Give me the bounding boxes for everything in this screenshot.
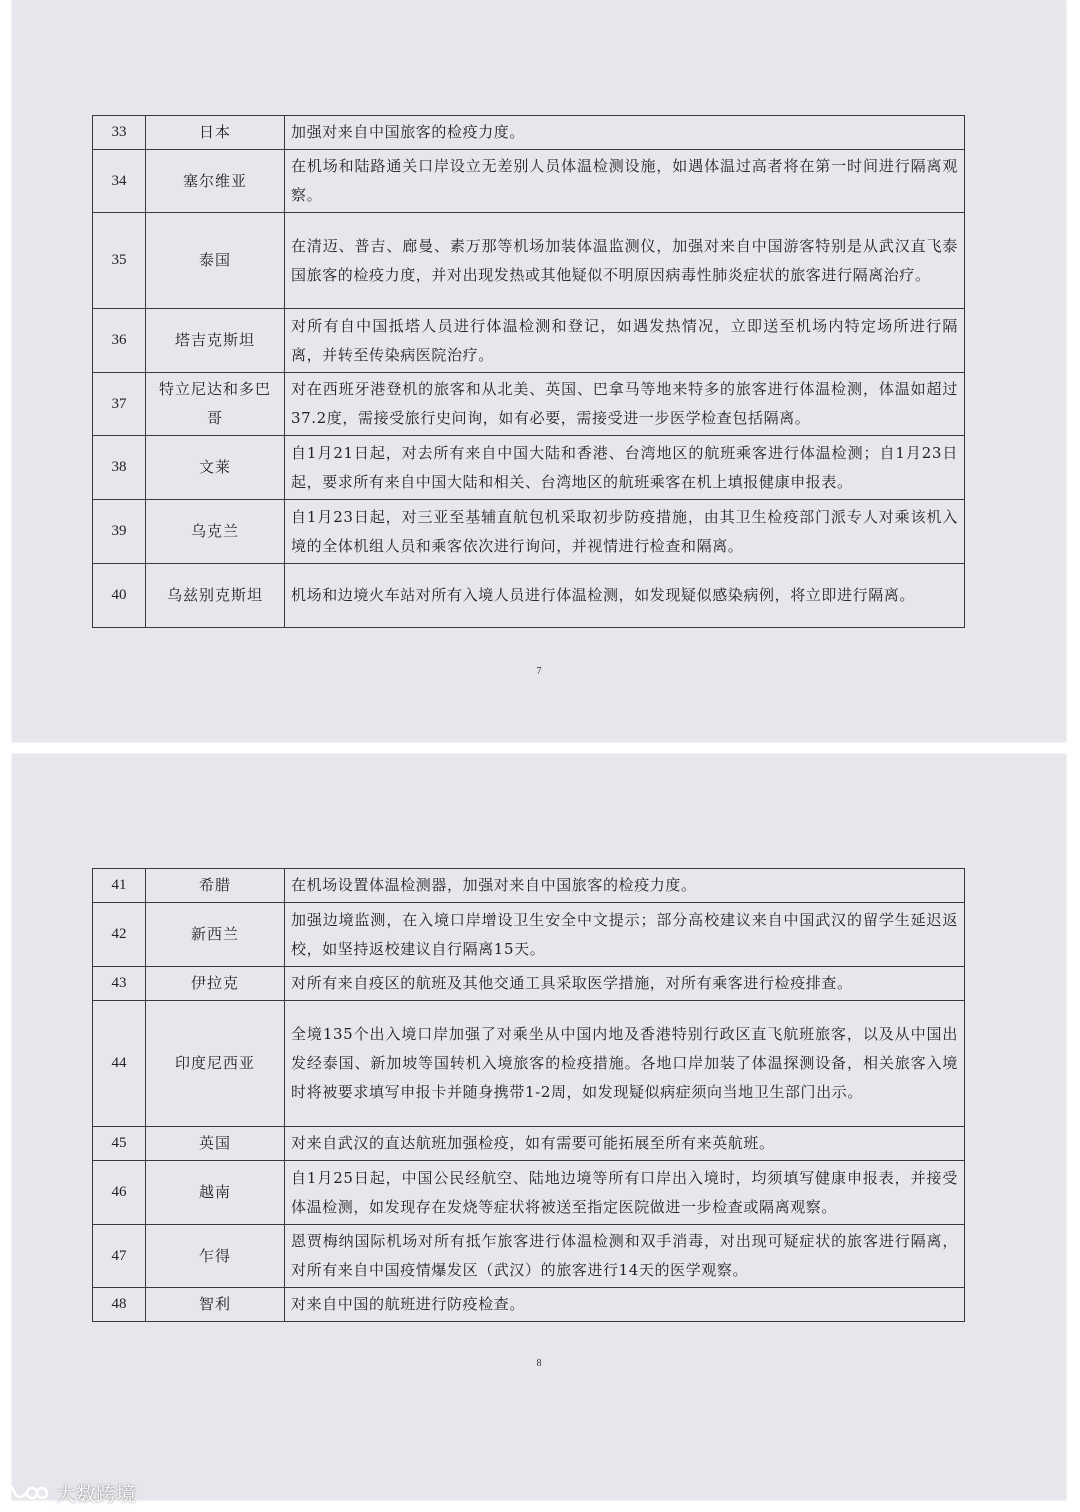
country-name: 智利 bbox=[146, 1288, 285, 1322]
page-number: 8 bbox=[536, 1358, 542, 1369]
country-name: 日本 bbox=[146, 116, 285, 150]
table-row bbox=[93, 1225, 965, 1288]
table-row bbox=[93, 903, 965, 967]
country-name: 伊拉克 bbox=[146, 967, 285, 1001]
row-number: 44 bbox=[93, 1001, 146, 1127]
row-number: 45 bbox=[93, 1127, 146, 1161]
document-page-7 bbox=[12, 0, 1066, 742]
measure-text: 对所有自中国抵塔人员进行体温检测和登记，如遇发热情况，立即送至机场内特定场所进行隔离，并转至传染病医院治疗。 bbox=[285, 309, 965, 373]
measure-text: 全境135个出入境口岸加强了对乘坐从中国内地及香港特别行政区直飞航班旅客，以及从中国出发经泰国、新加坡等国转机入境旅客的检疫措施。各地口岸加装了体温探测设备，相关旅客入境时将被要求填写申报卡并随身携带1-2周，如发现疑似病症须向当地卫生部门出示。 bbox=[285, 1001, 965, 1127]
measure-text: 恩贾梅纳国际机场对所有抵乍旅客进行体温检测和双手消毒，对出现可疑症状的旅客进行隔离，对所有来自中国疫情爆发区（武汉）的旅客进行14天的医学观察。 bbox=[285, 1225, 965, 1288]
measure-text: 自1月23日起，对三亚至基辅直航包机采取初步防疫措施，由其卫生检疫部门派专人对乘该机入境的全体机组人员和乘客依次进行询问，并视情进行检查和隔离。 bbox=[285, 500, 965, 564]
table-row bbox=[93, 436, 965, 500]
row-number: 41 bbox=[93, 869, 146, 903]
table-row bbox=[93, 1288, 965, 1322]
country-name: 希腊 bbox=[146, 869, 285, 903]
row-number: 36 bbox=[93, 309, 146, 373]
row-number: 46 bbox=[93, 1161, 146, 1225]
table-row bbox=[93, 150, 965, 213]
country-name: 印度尼西亚 bbox=[146, 1001, 285, 1127]
country-name: 越南 bbox=[146, 1161, 285, 1225]
row-number: 37 bbox=[93, 373, 146, 436]
measure-text: 对来自武汉的直达航班加强检疫，如有需要可能拓展至所有来英航班。 bbox=[285, 1127, 965, 1161]
country-name: 泰国 bbox=[146, 213, 285, 309]
table-row bbox=[93, 1001, 965, 1127]
measures-table-page-8 bbox=[92, 868, 965, 1322]
measure-text: 对所有来自疫区的航班及其他交通工具采取医学措施，对所有乘客进行检疫排查。 bbox=[285, 967, 965, 1001]
row-number: 34 bbox=[93, 150, 146, 213]
row-number: 43 bbox=[93, 967, 146, 1001]
country-name: 文莱 bbox=[146, 436, 285, 500]
table-row bbox=[93, 1127, 965, 1161]
measure-text: 自1月25日起，中国公民经航空、陆地边境等所有口岸出入境时，均须填写健康申报表，并接受体温检测，如发现存在发烧等症状将被送至指定医院做进一步检查或隔离观察。 bbox=[285, 1161, 965, 1225]
table-row bbox=[93, 309, 965, 373]
table-row bbox=[93, 500, 965, 564]
country-name: 乌克兰 bbox=[146, 500, 285, 564]
table-row bbox=[93, 967, 965, 1001]
measure-text: 自1月21日起，对去所有来自中国大陆和香港、台湾地区的航班乘客进行体温检测；自1月23日起，要求所有来自中国大陆和相关、台湾地区的航班乘客在机上填报健康申报表。 bbox=[285, 436, 965, 500]
brand-logo-icon bbox=[8, 1483, 48, 1503]
table-row bbox=[93, 564, 965, 628]
row-number: 38 bbox=[93, 436, 146, 500]
measures-table-page-7 bbox=[92, 115, 965, 628]
row-number: 33 bbox=[93, 116, 146, 150]
country-name: 塔吉克斯坦 bbox=[146, 309, 285, 373]
table-row bbox=[93, 116, 965, 150]
table-row bbox=[93, 1161, 965, 1225]
document-page-8 bbox=[12, 754, 1066, 1500]
table-row bbox=[93, 869, 965, 903]
row-number: 40 bbox=[93, 564, 146, 628]
country-name: 乌兹别克斯坦 bbox=[146, 564, 285, 628]
row-number: 47 bbox=[93, 1225, 146, 1288]
measure-text: 对来自中国的航班进行防疫检查。 bbox=[285, 1288, 965, 1322]
country-name: 特立尼达和多巴哥 bbox=[146, 373, 285, 436]
row-number: 42 bbox=[93, 903, 146, 967]
country-name: 乍得 bbox=[146, 1225, 285, 1288]
country-name: 新西兰 bbox=[146, 903, 285, 967]
measure-text: 在机场和陆路通关口岸设立无差别人员体温检测设施，如遇体温过高者将在第一时间进行隔离观察。 bbox=[285, 150, 965, 213]
page-number: 7 bbox=[536, 666, 542, 677]
country-name: 英国 bbox=[146, 1127, 285, 1161]
country-name: 塞尔维亚 bbox=[146, 150, 285, 213]
watermark bbox=[8, 1478, 136, 1507]
row-number: 35 bbox=[93, 213, 146, 309]
measure-text: 在清迈、普吉、廊曼、素万那等机场加装体温监测仪，加强对来自中国游客特别是从武汉直飞泰国旅客的检疫力度，并对出现发热或其他疑似不明原因病毒性肺炎症状的旅客进行隔离治疗。 bbox=[285, 213, 965, 309]
measure-text: 机场和边境火车站对所有入境人员进行体温检测，如发现疑似感染病例，将立即进行隔离。 bbox=[285, 564, 965, 628]
table-row bbox=[93, 373, 965, 436]
measure-text: 对在西班牙港登机的旅客和从北美、英国、巴拿马等地来特多的旅客进行体温检测，体温如超过37.2度，需接受旅行史问询，如有必要，需接受进一步医学检查包括隔离。 bbox=[285, 373, 965, 436]
measure-text: 加强对来自中国旅客的检疫力度。 bbox=[285, 116, 965, 150]
measure-text: 加强边境监测，在入境口岸增设卫生安全中文提示；部分高校建议来自中国武汉的留学生延迟返校，如坚持返校建议自行隔离15天。 bbox=[285, 903, 965, 967]
watermark-text: 大数跨境 bbox=[56, 1482, 136, 1506]
measure-text: 在机场设置体温检测器，加强对来自中国旅客的检疫力度。 bbox=[285, 869, 965, 903]
table-row bbox=[93, 213, 965, 309]
row-number: 48 bbox=[93, 1288, 146, 1322]
row-number: 39 bbox=[93, 500, 146, 564]
